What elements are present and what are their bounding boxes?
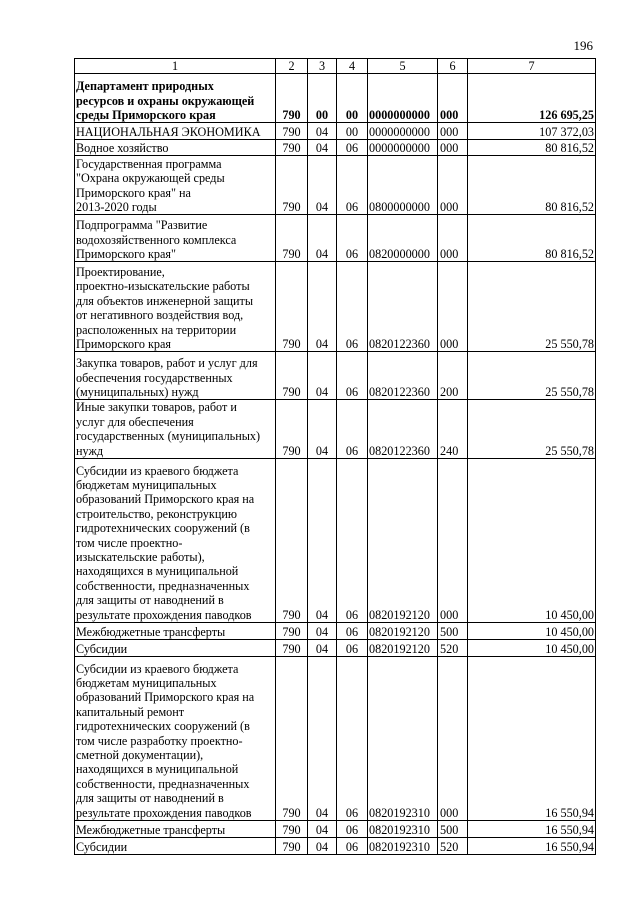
col-header-7: 7 — [468, 59, 596, 74]
item-name-line: для защиты от наводнений в — [76, 791, 224, 806]
ministry-code: 790 — [276, 123, 308, 140]
col-header-2: 2 — [276, 59, 308, 74]
section-code: 04 — [308, 156, 337, 215]
item-name-line: Водное хозяйство — [76, 141, 169, 155]
ministry-code: 790 — [276, 156, 308, 215]
expense-type-code: 500 — [438, 821, 468, 838]
item-name-line: для объектов инженерной защиты — [76, 293, 254, 308]
table-row — [75, 640, 596, 657]
table-row — [75, 262, 596, 352]
item-name-line: капитальный ремонт — [76, 704, 185, 719]
subsection-code: 06 — [337, 657, 368, 821]
amount: 16 550,94 — [468, 838, 596, 855]
table-row — [75, 838, 596, 855]
item-name-line: от негативного воздействия вод, — [76, 308, 244, 323]
amount: 16 550,94 — [468, 821, 596, 838]
subsection-code: 06 — [337, 140, 368, 156]
item-name-line: Субсидии из краевого бюджета — [76, 463, 239, 478]
ministry-code: 790 — [276, 459, 308, 623]
subsection-code: 06 — [337, 215, 368, 262]
item-name-line: 2013-2020 годы — [76, 200, 157, 214]
expense-type-code: 000 — [438, 459, 468, 623]
target-article-code: 0820122360 — [368, 352, 438, 400]
section-code: 04 — [308, 400, 337, 459]
table-row — [75, 140, 596, 156]
ministry-code: 790 — [276, 352, 308, 400]
table-body — [75, 74, 596, 855]
expense-type-code: 000 — [438, 262, 468, 352]
page-number: 196 — [573, 38, 593, 53]
ministry-code: 790 — [276, 400, 308, 459]
ministry-code: 790 — [276, 838, 308, 855]
item-name-line: Приморского края" — [76, 247, 176, 261]
amount: 126 695,25 — [468, 74, 596, 123]
item-name — [75, 215, 276, 262]
target-article-code: 0820192310 — [368, 821, 438, 838]
item-name-line: (муниципальных) нужд — [76, 385, 199, 399]
target-article-code: 0820122360 — [368, 262, 438, 352]
amount: 107 372,03 — [468, 123, 596, 140]
item-name-line: строительство, реконструкцию — [76, 506, 237, 521]
item-name — [75, 74, 276, 123]
item-name-line: находящихся в муниципальной — [76, 762, 239, 777]
item-name-line: находящихся в муниципальной — [76, 564, 239, 579]
table-row — [75, 459, 596, 623]
item-name-line: бюджетам муниципальных — [76, 477, 217, 492]
subsection-code: 00 — [337, 74, 368, 123]
item-name-line: ресурсов и охраны окружающей — [76, 93, 255, 108]
item-name-line: бюджетам муниципальных — [76, 675, 217, 690]
subsection-code: 06 — [337, 262, 368, 352]
ministry-code: 790 — [276, 821, 308, 838]
section-code: 04 — [308, 352, 337, 400]
subsection-code: 06 — [337, 459, 368, 623]
item-name-line: Межбюджетные трансферты — [76, 822, 226, 837]
item-name-line: Государственная программа — [76, 156, 222, 171]
expense-type-code: 520 — [438, 838, 468, 855]
item-name-line: Межбюджетные трансферты — [76, 624, 226, 639]
section-code: 00 — [308, 74, 337, 123]
target-article-code: 0820192120 — [368, 459, 438, 623]
item-name-line: образований Приморского края на — [76, 492, 255, 507]
item-name-line: Закупка товаров, работ и услуг для — [76, 356, 258, 371]
item-name-line: Приморского края" на — [76, 185, 191, 200]
table-row — [75, 352, 596, 400]
item-name-line: результате прохождения паводков — [76, 805, 252, 820]
subsection-code: 06 — [337, 623, 368, 640]
amount: 80 816,52 — [468, 140, 596, 156]
item-name — [75, 821, 276, 838]
ministry-code: 790 — [276, 623, 308, 640]
subsection-code: 06 — [337, 640, 368, 657]
item-name-line: собственности, предназначенных — [76, 776, 250, 791]
table-row — [75, 123, 596, 140]
amount: 10 450,00 — [468, 640, 596, 657]
target-article-code: 0820122360 — [368, 400, 438, 459]
target-article-code: 0000000000 — [368, 140, 438, 156]
item-name-line: Приморского края — [76, 337, 171, 351]
target-article-code: 0820192120 — [368, 623, 438, 640]
item-name-line: изыскательские работы), — [76, 550, 205, 564]
table-row — [75, 215, 596, 262]
target-article-code: 0820192120 — [368, 640, 438, 657]
item-name-line: для защиты от наводнений в — [76, 593, 224, 608]
item-name — [75, 657, 276, 821]
col-header-5: 5 — [368, 59, 438, 74]
expense-type-code: 500 — [438, 623, 468, 640]
expense-type-code: 520 — [438, 640, 468, 657]
section-code: 04 — [308, 459, 337, 623]
expense-type-code: 240 — [438, 400, 468, 459]
table-row — [75, 156, 596, 215]
item-name — [75, 352, 276, 400]
item-name-line: гидротехнических сооружений (в — [76, 719, 250, 734]
item-name-line: том числе разработку проектно- — [76, 733, 243, 748]
expense-type-code: 000 — [438, 140, 468, 156]
ministry-code: 790 — [276, 74, 308, 123]
item-name-line: Иные закупки товаров, работ и — [76, 400, 237, 415]
subsection-code: 06 — [337, 838, 368, 855]
item-name-line: государственных (муниципальных) — [76, 429, 261, 444]
item-name-line: сметной документации), — [76, 748, 204, 762]
item-name-line: проектно-изыскательские работы — [76, 279, 250, 294]
expense-type-code: 000 — [438, 215, 468, 262]
item-name — [75, 623, 276, 640]
item-name-line: Субсидии из краевого бюджета — [76, 661, 239, 676]
budget-table — [74, 58, 596, 855]
col-header-6: 6 — [438, 59, 468, 74]
section-code: 04 — [308, 123, 337, 140]
item-name — [75, 640, 276, 657]
item-name-line: услуг для обеспечения — [76, 414, 194, 429]
amount: 10 450,00 — [468, 623, 596, 640]
section-code: 04 — [308, 821, 337, 838]
table-row — [75, 623, 596, 640]
item-name — [75, 459, 276, 623]
item-name-line: водохозяйственного комплекса — [76, 232, 237, 247]
item-name-line: "Охрана окружающей среды — [76, 171, 225, 186]
item-name — [75, 262, 276, 352]
col-header-1: 1 — [75, 59, 276, 74]
item-name-line: том числе проектно- — [76, 535, 183, 550]
target-article-code: 0820192310 — [368, 838, 438, 855]
table-row — [75, 400, 596, 459]
item-name-line: Подпрограмма "Развитие — [76, 218, 208, 233]
item-name-line: обеспечения государственных — [76, 370, 233, 385]
subsection-code: 06 — [337, 400, 368, 459]
subsection-code: 06 — [337, 352, 368, 400]
item-name-line: НАЦИОНАЛЬНАЯ ЭКОНОМИКА — [76, 125, 261, 139]
target-article-code: 0000000000 — [368, 123, 438, 140]
item-name — [75, 123, 276, 140]
amount: 80 816,52 — [468, 215, 596, 262]
subsection-code: 06 — [337, 821, 368, 838]
item-name — [75, 140, 276, 156]
subsection-code: 06 — [337, 156, 368, 215]
expense-type-code: 000 — [438, 156, 468, 215]
item-name-line: образований Приморского края на — [76, 690, 255, 705]
column-number-header — [75, 59, 596, 74]
ministry-code: 790 — [276, 640, 308, 657]
section-code: 04 — [308, 215, 337, 262]
ministry-code: 790 — [276, 215, 308, 262]
item-name-line: собственности, предназначенных — [76, 578, 250, 593]
section-code: 04 — [308, 640, 337, 657]
amount: 80 816,52 — [468, 156, 596, 215]
item-name — [75, 400, 276, 459]
table-row — [75, 657, 596, 821]
target-article-code: 0820000000 — [368, 215, 438, 262]
item-name-line: Департамент природных — [76, 79, 214, 94]
expense-type-code: 000 — [438, 123, 468, 140]
section-code: 04 — [308, 623, 337, 640]
section-code: 04 — [308, 657, 337, 821]
expense-type-code: 000 — [438, 74, 468, 123]
col-header-3: 3 — [308, 59, 337, 74]
subsection-code: 00 — [337, 123, 368, 140]
ministry-code: 790 — [276, 140, 308, 156]
item-name-line: расположенных на территории — [76, 322, 237, 337]
target-article-code: 0800000000 — [368, 156, 438, 215]
ministry-code: 790 — [276, 657, 308, 821]
expense-type-code: 200 — [438, 352, 468, 400]
col-header-4: 4 — [337, 59, 368, 74]
ministry-code: 790 — [276, 262, 308, 352]
target-article-code: 0820192310 — [368, 657, 438, 821]
item-name-line: Субсидии — [76, 839, 128, 854]
item-name-line: Субсидии — [76, 641, 128, 656]
amount: 10 450,00 — [468, 459, 596, 623]
table-row — [75, 821, 596, 838]
section-code: 04 — [308, 262, 337, 352]
expense-type-code: 000 — [438, 657, 468, 821]
item-name-line: гидротехнических сооружений (в — [76, 521, 250, 536]
amount: 16 550,94 — [468, 657, 596, 821]
item-name-line: нужд — [76, 443, 104, 458]
target-article-code: 0000000000 — [368, 74, 438, 123]
amount: 25 550,78 — [468, 262, 596, 352]
section-code: 04 — [308, 140, 337, 156]
item-name-line: результате прохождения паводков — [76, 607, 252, 622]
table-row — [75, 74, 596, 123]
amount: 25 550,78 — [468, 352, 596, 400]
section-code: 04 — [308, 838, 337, 855]
amount: 25 550,78 — [468, 400, 596, 459]
item-name — [75, 156, 276, 215]
item-name-line: среды Приморского края — [76, 108, 216, 122]
item-name-line: Проектирование, — [76, 264, 165, 279]
item-name — [75, 838, 276, 855]
